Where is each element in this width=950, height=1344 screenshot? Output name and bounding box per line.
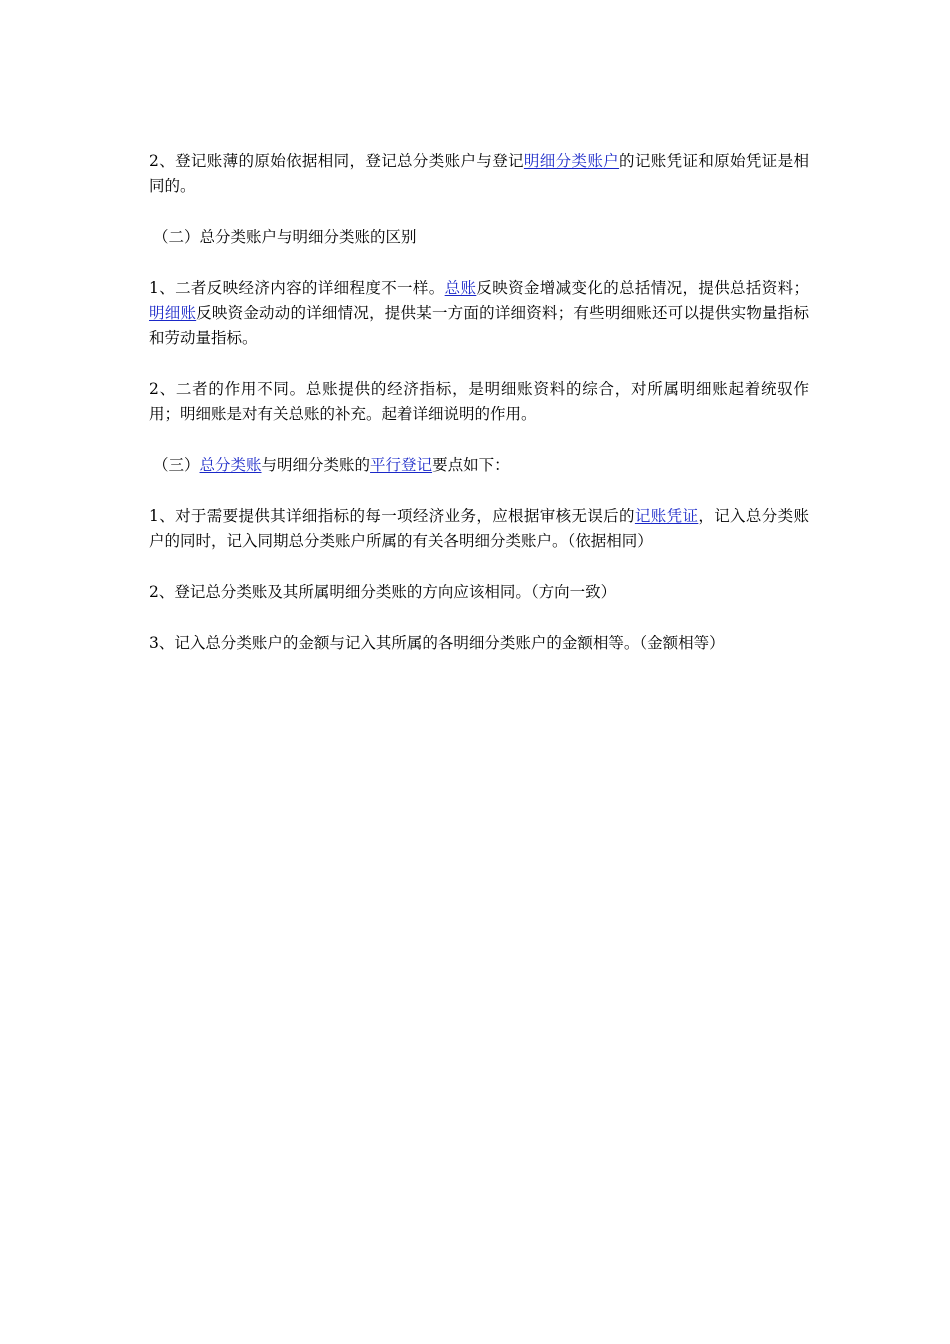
- link-general-ledger-account[interactable]: 总分类账: [199, 456, 262, 474]
- paragraph-same-direction-rule: 2、登记总分类账及其所属明细分类账的方向应该相同。（方向一致）: [149, 583, 617, 601]
- heading-text: 与明细分类账的: [261, 456, 371, 474]
- paragraph-same-basis: [145, 149, 809, 199]
- paragraph-text: 2、登记账薄的原始依据相同，登记总分类账户与登记: [149, 152, 524, 170]
- document-body: [145, 149, 809, 682]
- paragraph-text: 1、二者反映经济内容的详细程度不一样。: [149, 279, 445, 297]
- section-heading-parallel-posting: [145, 453, 809, 478]
- paragraph-text: 反映资金动动的详细情况，提供某一方面的详细资料；有些明细账还可以提供实物量指标和劳动量指标。: [149, 304, 809, 347]
- paragraph-equal-amount-rule: 3、记入总分类账户的金额与记入其所属的各明细分类账户的金额相等。（金额相等）: [149, 634, 725, 652]
- paragraph-text: ，记入总分类账户的同时，记入同期总分类账户所属的有关各明细分类账户。（依据相同）: [149, 507, 809, 550]
- link-general-ledger[interactable]: 总账: [444, 279, 477, 297]
- link-parallel-posting[interactable]: 平行登记: [370, 456, 433, 474]
- link-subsidiary-ledger[interactable]: 明细账: [149, 304, 197, 322]
- paragraph-functions: 2、二者的作用不同。总账提供的经济指标，是明细账资料的综合，对所属明细账起着统驭作用；明细账是对有关总账的补充。起着详细说明的作用。: [149, 380, 809, 423]
- paragraph-text: 1、对于需要提供其详细指标的每一项经济业务，应根据审核无误后的: [149, 507, 635, 525]
- heading-text: （三）: [153, 456, 200, 474]
- paragraph-text: 反映资金增减变化的总括情况，提供总括资料；: [476, 279, 809, 297]
- paragraph-text: 的记账凭证和原始凭证是相同的。: [149, 152, 809, 195]
- link-detail-account[interactable]: 明细分类账户: [523, 152, 620, 170]
- link-voucher[interactable]: 记账凭证: [634, 507, 699, 525]
- paragraph-detail-level: [145, 276, 809, 351]
- heading-text: 要点如下：: [432, 456, 510, 474]
- paragraph-same-basis-rule: [145, 504, 809, 554]
- section-heading-differences: （二）总分类账户与明细分类账的区别: [153, 228, 417, 246]
